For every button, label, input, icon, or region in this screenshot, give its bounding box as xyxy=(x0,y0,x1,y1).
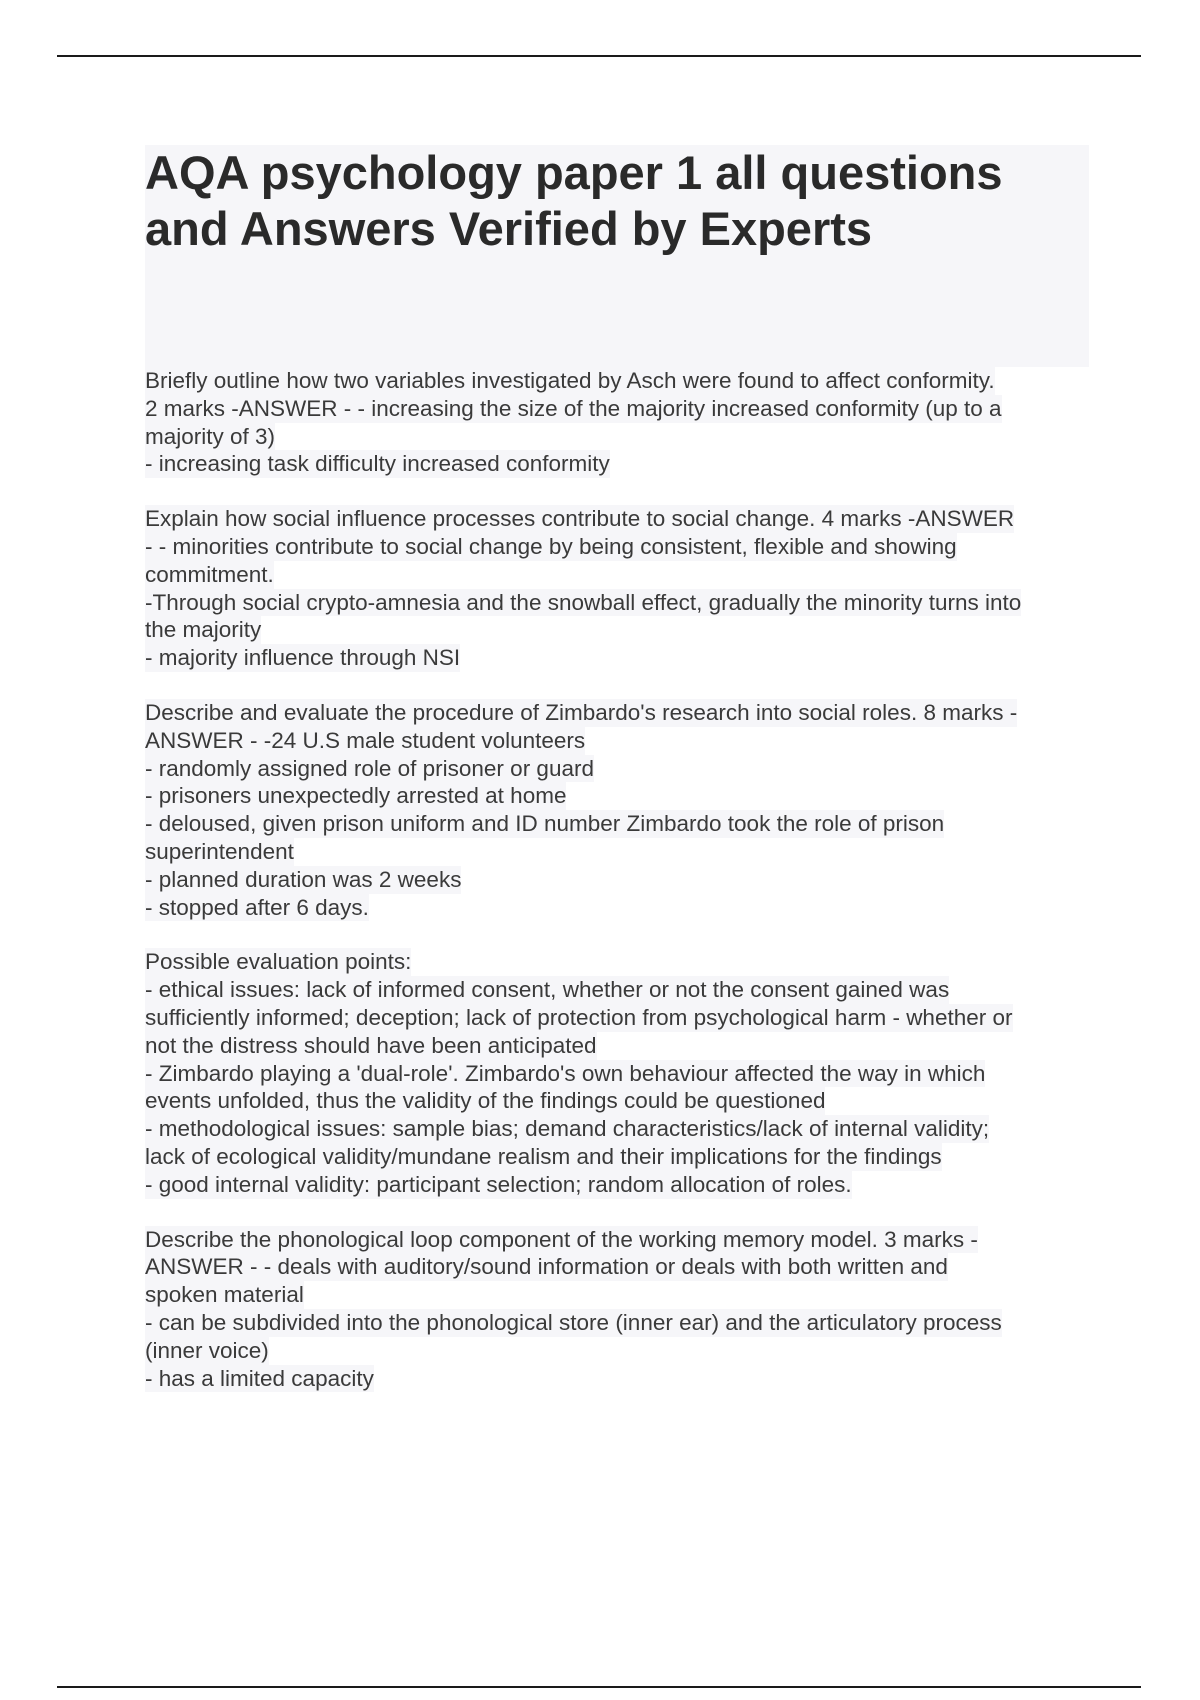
document-title xyxy=(145,145,1089,257)
qa-text-line: ANSWER - - deals with auditory/sound information or deals with both written and xyxy=(145,1254,948,1280)
document-body xyxy=(145,367,1095,1419)
qa-block xyxy=(145,948,1095,1198)
qa-text-line: - majority influence through NSI xyxy=(145,645,461,671)
qa-text-line: Possible evaluation points: xyxy=(145,949,412,975)
title-line: and Answers Verified by Experts xyxy=(145,202,873,255)
qa-text-line: (inner voice) xyxy=(145,1337,269,1363)
qa-text-line: - Zimbardo playing a 'dual-role'. Zimbardo's own behaviour affected the way in which xyxy=(145,1060,986,1086)
title-line: AQA psychology paper 1 all questions xyxy=(145,146,1003,199)
qa-text-line: - planned duration was 2 weeks xyxy=(145,866,462,892)
qa-text-line: - randomly assigned role of prisoner or guard xyxy=(145,755,594,781)
qa-block xyxy=(145,367,1095,478)
qa-text-line: - ethical issues: lack of informed consent, whether or not the consent gained was xyxy=(145,977,950,1003)
top-rule xyxy=(57,55,1141,57)
qa-text-line: - has a limited capacity xyxy=(145,1365,374,1391)
qa-text-line: Describe the phonological loop component of the working memory model. 3 marks - xyxy=(145,1226,978,1252)
qa-block xyxy=(145,505,1095,672)
qa-text-line: superintendent xyxy=(145,838,294,864)
qa-text-line: Explain how social influence processes contribute to social change. 4 marks -ANSWER xyxy=(145,506,1015,532)
qa-text-line: ANSWER - -24 U.S male student volunteers xyxy=(145,727,586,753)
qa-block xyxy=(145,699,1095,921)
qa-text-line: - - minorities contribute to social change by being consistent, flexible and showing xyxy=(145,533,957,559)
qa-text-line: sufficiently informed; deception; lack of protection from psychological harm - whether or xyxy=(145,1004,1013,1030)
qa-text-line: - stopped after 6 days. xyxy=(145,894,369,920)
qa-text-line: - methodological issues: sample bias; demand characteristics/lack of internal validity; xyxy=(145,1116,990,1142)
bottom-rule xyxy=(57,1686,1141,1688)
qa-block xyxy=(145,1226,1095,1393)
qa-text-line: lack of ecological validity/mundane realism and their implications for the findings xyxy=(145,1143,942,1169)
qa-text-line: - good internal validity: participant selection; random allocation of roles. xyxy=(145,1171,852,1197)
qa-text-line: - increasing task difficulty increased conformity xyxy=(145,451,610,477)
qa-text-line: - can be subdivided into the phonological store (inner ear) and the articulatory process xyxy=(145,1309,1002,1335)
qa-text-line: commitment. xyxy=(145,561,274,587)
qa-text-line: -Through social crypto-amnesia and the snowball effect, gradually the minority turns into xyxy=(145,589,1022,615)
qa-text-line: events unfolded, thus the validity of the findings could be questioned xyxy=(145,1088,826,1114)
qa-text-line: - prisoners unexpectedly arrested at home xyxy=(145,783,567,809)
qa-text-line: Describe and evaluate the procedure of Zimbardo's research into social roles. 8 marks - xyxy=(145,699,1018,725)
qa-text-line: majority of 3) xyxy=(145,423,276,449)
qa-text-line: - deloused, given prison uniform and ID number Zimbardo took the role of prison xyxy=(145,811,945,837)
qa-text-line: the majority xyxy=(145,617,262,643)
title-block xyxy=(145,145,1089,367)
qa-text-line: not the distress should have been anticipated xyxy=(145,1032,597,1058)
qa-text-line: spoken material xyxy=(145,1282,304,1308)
qa-text-line: 2 marks -ANSWER - - increasing the size of the majority increased conformity (up to a xyxy=(145,395,1002,421)
qa-text-line: Briefly outline how two variables investigated by Asch were found to affect conformity. xyxy=(145,368,995,393)
